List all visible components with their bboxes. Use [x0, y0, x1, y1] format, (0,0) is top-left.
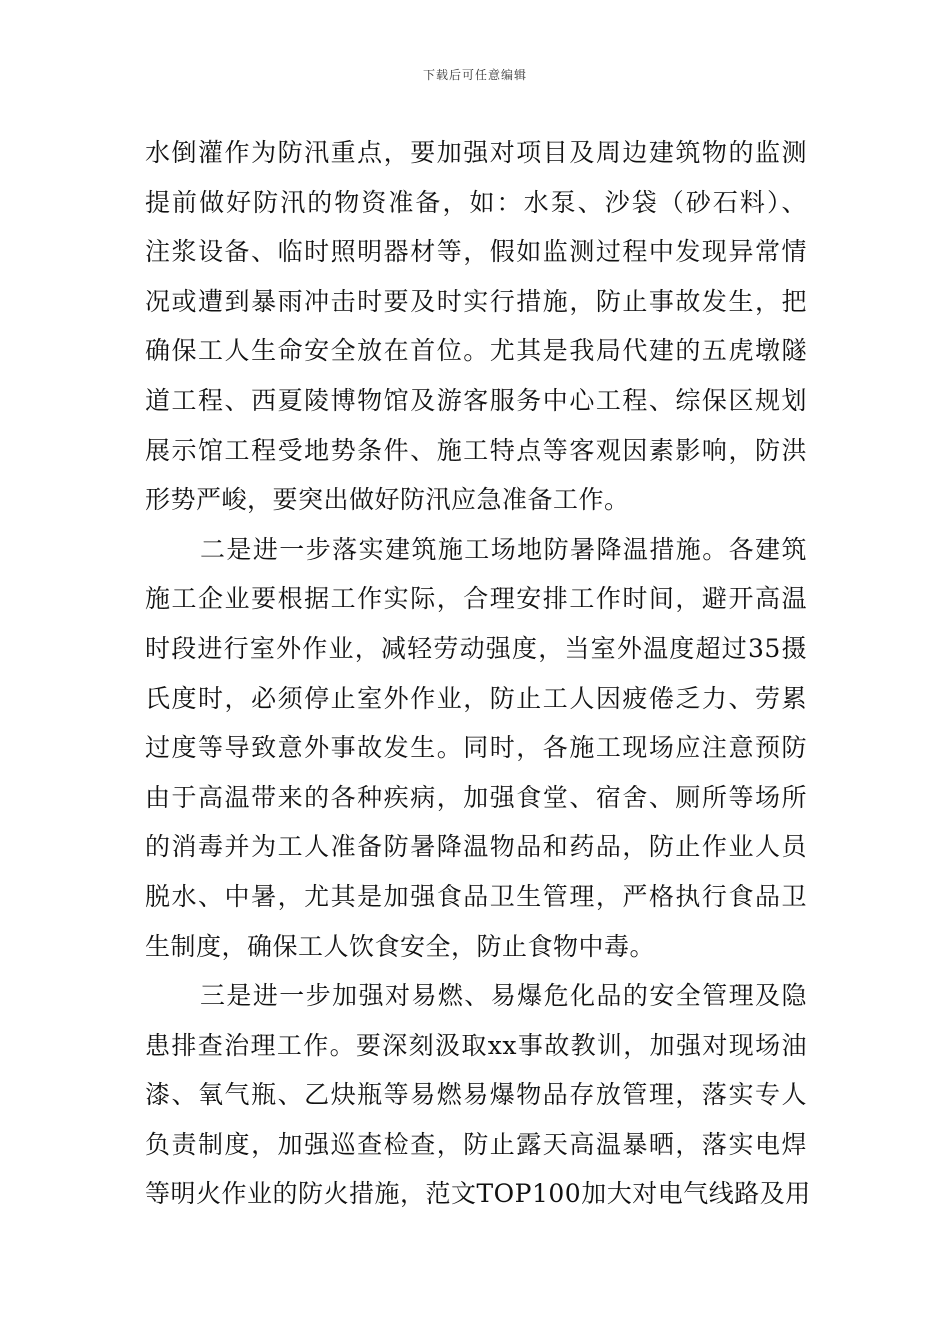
text-line: 提前做好防汛的物资准备，如：水泵、沙袋（砂石料）、	[145, 187, 807, 217]
text-line: 道工程、西夏陵博物馆及游客服务中心工程、综保区规划	[145, 385, 807, 415]
text-line: 注浆设备、临时照明器材等，假如监测过程中发现异常情	[145, 237, 807, 267]
text-line: 生制度，确保工人饮食安全，防止食物中毒。	[145, 931, 656, 961]
text-line: 的消毒并为工人准备防暑降温物品和药品，防止作业人员	[145, 832, 807, 862]
paragraph	[145, 971, 811, 1219]
text-line: 氏度时，必须停止室外作业，防止工人因疲倦乏力、劳累	[145, 683, 807, 713]
page-header: 下载后可任意编辑	[422, 68, 527, 82]
text-line: 过度等导致意外事故发生。同时，各施工现场应注意预防	[145, 733, 807, 763]
text-line: 由于高温带来的各种疾病，加强食堂、宿舍、厕所等场所	[145, 782, 807, 812]
paragraph	[145, 128, 807, 525]
text-line: 水倒灌作为防汛重点，要加强对项目及周边建筑物的监测	[145, 138, 807, 167]
text-line: 漆、氧气瓶、乙炔瓶等易燃易爆物品存放管理，落实专人	[145, 1080, 807, 1110]
text-line: 三是进一步加强对易燃、易爆危化品的安全管理及隐	[200, 981, 807, 1011]
text-line: 二是进一步落实建筑施工场地防暑降温措施。各建筑	[200, 534, 807, 564]
text-line: 时段进行室外作业，减轻劳动强度，当室外温度超过35摄	[145, 633, 807, 663]
text-line: 负责制度，加强巡查检查，防止露天高温暴晒，落实电焊	[145, 1129, 807, 1159]
text-line: 施工企业要根据工作实际，合理安排工作时间，避开高温	[145, 584, 807, 614]
document-body	[145, 128, 811, 1219]
text-line: 况或遭到暴雨冲击时要及时实行措施，防止事故发生，把	[145, 286, 807, 316]
paragraph	[145, 525, 807, 971]
text-line: 展示馆工程受地势条件、施工特点等客观因素影响，防洪	[145, 435, 807, 465]
text-line: 患排查治理工作。要深刻汲取xx事故教训，加强对现场油	[145, 1030, 807, 1060]
text-line: 脱水、中暑，尤其是加强食品卫生管理，严格执行食品卫	[145, 881, 807, 911]
text-line: 确保工人生命安全放在首位。尤其是我局代建的五虎墩隧	[145, 336, 807, 366]
text-line: 等明火作业的防火措施，范文TOP100加大对电气线路及用	[145, 1179, 811, 1209]
text-line: 形势严峻，要突出做好防汛应急准备工作。	[145, 485, 630, 515]
